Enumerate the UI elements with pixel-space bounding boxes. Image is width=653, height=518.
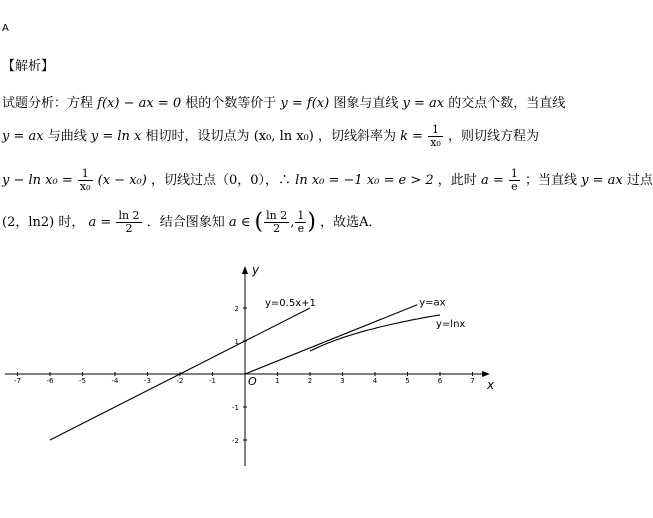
line-label: y=ax (419, 297, 446, 309)
y-tick-label: -1 (232, 404, 239, 412)
x-tick-label: 5 (405, 377, 410, 385)
tangent-point: (x₀, ln x₀) (253, 129, 314, 144)
x-tick-label: -6 (46, 377, 54, 385)
text-seg: 图象与直线 (333, 96, 399, 111)
x-tick-label: 3 (340, 377, 345, 385)
equation: y = ax (581, 173, 623, 188)
x-axis-label: x (487, 378, 495, 392)
equation: f(x) − ax = 0 (97, 96, 182, 111)
denominator: x₀ (430, 136, 441, 149)
x-tick-label: -2 (176, 377, 184, 385)
line-1 (245, 305, 417, 374)
y-tick-label: 2 (234, 305, 239, 313)
numerator: ln 2 (118, 209, 140, 222)
equation: y = ax (2, 129, 44, 144)
numerator: ln 2 (266, 209, 288, 222)
x-tick-label: 6 (437, 377, 443, 385)
text-seg: ，切线过点（0，0），∴ (150, 173, 292, 188)
analysis-line-4: (2，ln2) 时， a = $\frac{\ln 2}{2}$ ．结合图象知 a ∈ ( $\frac{\ln 2}{2}$ , $\frac{1}{e}$ ) ，故选A． (2, 209, 382, 235)
fraction (509, 168, 520, 193)
equation: ln x₀ = −1 x₀ = e > 2 (295, 173, 434, 188)
analysis-line-2 (2, 124, 539, 149)
denominator: 2 (125, 222, 133, 235)
x-tick-label: 2 (307, 377, 313, 385)
line-label: y=0.5x+1 (265, 298, 316, 309)
text-seg: 根的个数等价于 (185, 96, 277, 111)
text-seg: 过点 (626, 173, 653, 188)
denominator: e (511, 180, 518, 193)
equation: a = (480, 173, 504, 188)
text-seg: 与曲线 (47, 129, 87, 144)
fraction (295, 210, 306, 235)
x-tick-label: 4 (372, 377, 378, 385)
text-seg: 相切时，设切点为 (145, 129, 250, 144)
plot-lines (50, 298, 465, 440)
equation: y = ln x (90, 129, 142, 144)
x-tick-label: -4 (111, 377, 119, 385)
x-axis-arrow (482, 371, 490, 377)
equation: k = (400, 129, 424, 144)
right-paren: ) (307, 209, 316, 235)
analysis-line-3 (2, 168, 653, 193)
text-seg: ；当直线 (525, 173, 578, 188)
origin-label: O (248, 375, 257, 388)
text-seg: ，故选A． (320, 215, 382, 230)
x-tick-label: -5 (79, 377, 86, 385)
x-tick-label: -7 (14, 377, 21, 385)
fraction (264, 210, 289, 235)
equation: y = ax (402, 96, 445, 111)
equation: y = f(x) (280, 96, 330, 111)
equation: a ∈ (228, 215, 251, 230)
x-tick-label: 1 (275, 377, 280, 385)
denominator: 2 (273, 222, 281, 235)
text-seg: ．结合图象知 (146, 215, 225, 230)
analysis-heading: 【解析】 (2, 59, 55, 74)
fraction (78, 168, 93, 193)
equation: a = (88, 215, 112, 230)
numerator: 1 (78, 168, 93, 181)
line-label: y=lnx (436, 318, 466, 330)
x-tick-label: -1 (209, 377, 216, 385)
left-paren: ( (254, 209, 264, 235)
denominator: x₀ (79, 180, 91, 193)
answer-label: A (2, 23, 9, 34)
y-tick-label: -2 (232, 437, 239, 445)
numerator: 1 (428, 124, 443, 137)
fraction (116, 210, 141, 235)
numerator: 1 (510, 167, 518, 180)
y-tick-label: 1 (234, 338, 239, 346)
tick-labels (14, 305, 475, 445)
text-seg: ，则切线方程为 (447, 129, 539, 144)
numerator: 1 (297, 209, 305, 222)
x-tick-label: -3 (144, 377, 151, 385)
text-seg: 试题分析：方程 (2, 96, 94, 111)
line-lnx (310, 315, 440, 351)
text-seg: ，此时 (437, 173, 477, 188)
analysis-line-1 (2, 95, 565, 113)
text-seg: ，切线斜率为 (318, 129, 397, 144)
y-axis-arrow (242, 266, 248, 274)
y-axis-label: y (252, 263, 260, 277)
x-tick-label: 7 (470, 377, 475, 385)
equation: (x − x₀) (97, 173, 147, 188)
axes (5, 266, 490, 466)
function-graph (0, 262, 630, 512)
text-seg: 的交点个数，当直线 (448, 96, 566, 111)
text-seg: 时， (58, 215, 85, 230)
fraction (428, 124, 443, 149)
equation: y − ln x₀ = (2, 173, 73, 188)
denominator: e (297, 222, 305, 235)
point: (2，ln2) (2, 215, 55, 230)
